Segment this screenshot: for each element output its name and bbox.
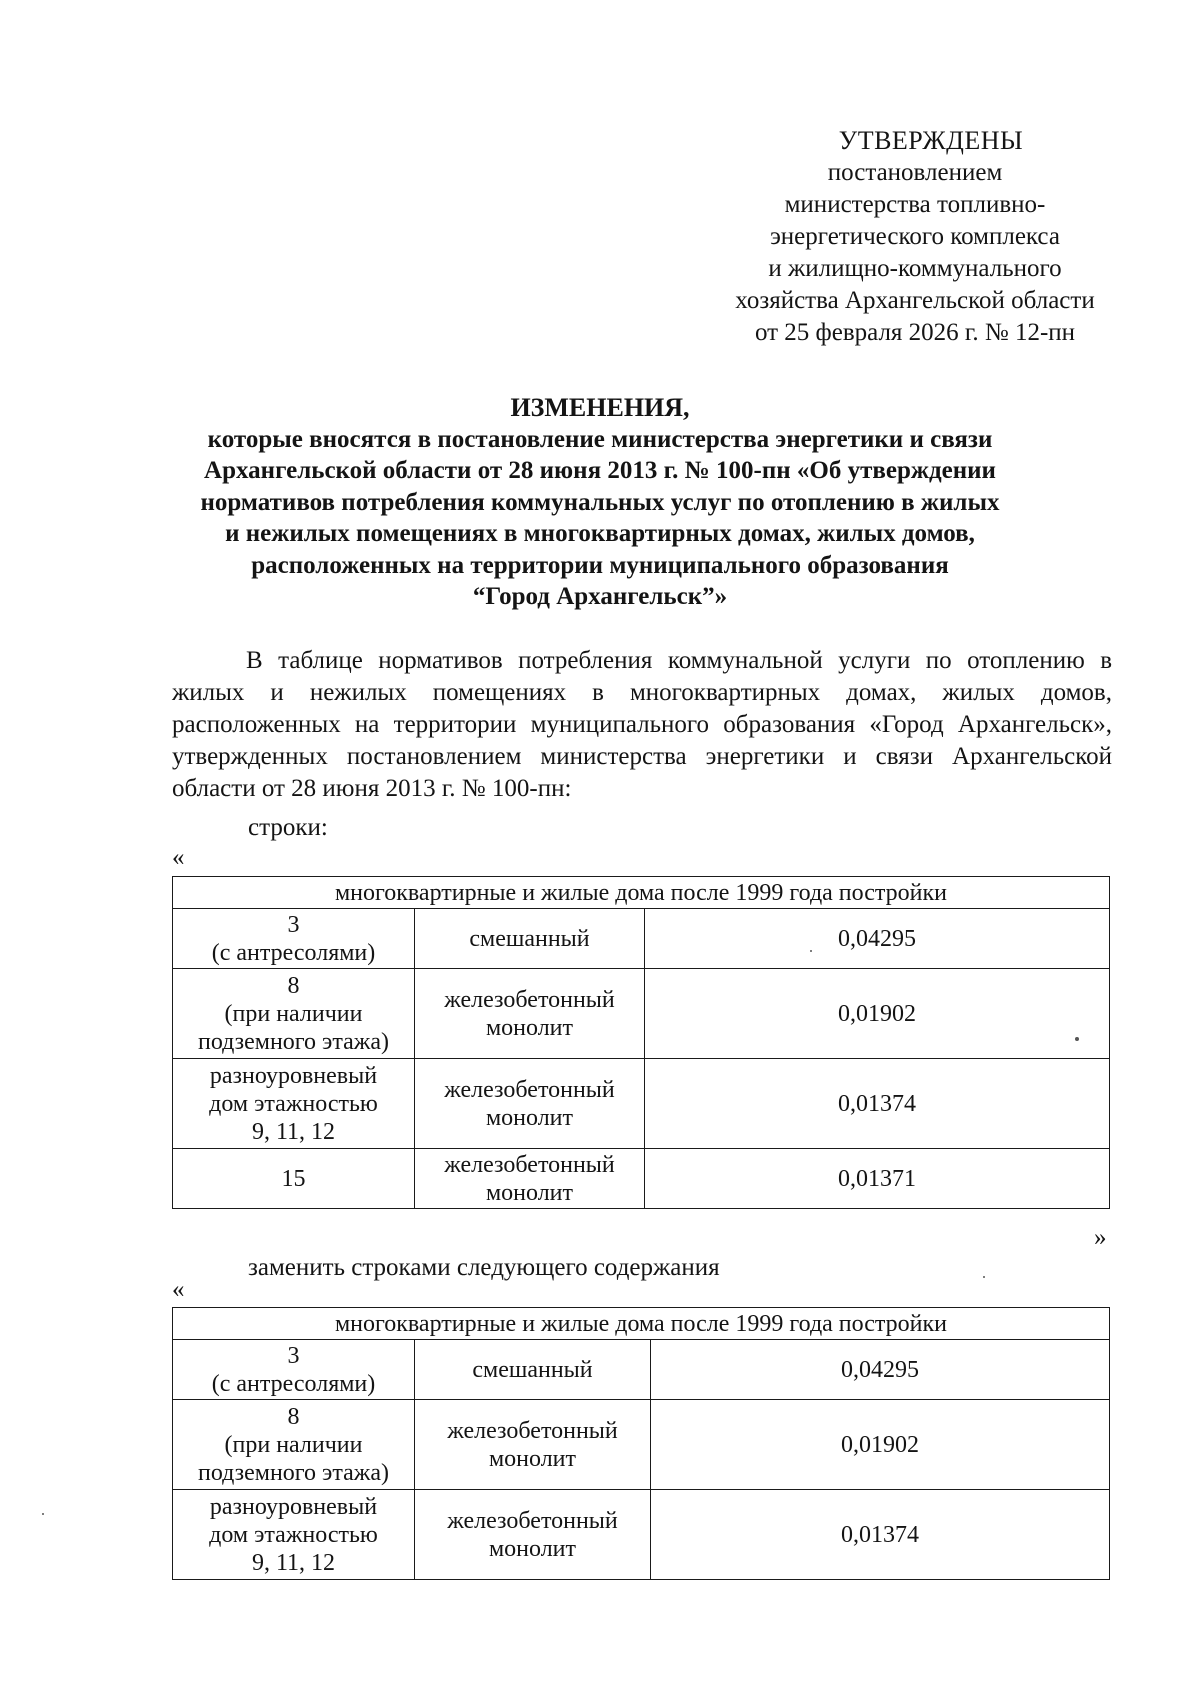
floors-cell: [173, 1059, 415, 1149]
replace-label: заменить строками следующего содержания: [248, 1254, 720, 1281]
value-cell: [651, 1400, 1110, 1490]
open-quote: «: [172, 1276, 185, 1303]
approval-block: [700, 125, 1130, 349]
floors-cell: [173, 1149, 415, 1209]
table-header: многоквартирные и жилые дома после 1999 года постройки: [173, 1308, 1110, 1340]
material-line: монолит: [488, 1445, 577, 1472]
value-cell: [651, 1490, 1110, 1580]
table-row: [173, 1059, 1110, 1149]
value-line: 0,01902: [838, 1000, 916, 1027]
material-line: смешанный: [472, 1356, 593, 1383]
floors-cell: [173, 969, 415, 1059]
value-cell: [645, 969, 1110, 1059]
body-paragraph: [172, 645, 1112, 805]
value-cell: [651, 1340, 1110, 1400]
approval-line: от 25 февраля 2026 г. № 12-пн: [754, 319, 1076, 346]
material-cell: [415, 909, 645, 969]
floors-line: 9, 11, 12: [251, 1549, 336, 1576]
floors-line: (при наличии: [224, 1431, 363, 1458]
material-line: монолит: [485, 1104, 574, 1131]
scan-speck: [1075, 1037, 1079, 1041]
floors-line: (при наличии: [224, 1000, 363, 1027]
rows-label: строки:: [248, 814, 328, 841]
floors-line: 9, 11, 12: [251, 1118, 336, 1145]
value-line: 0,01374: [838, 1090, 916, 1117]
floors-line: 15: [281, 1165, 306, 1192]
floors-line: дом этажностью: [209, 1521, 378, 1548]
value-line: 0,04295: [838, 925, 916, 952]
value-line: 0,01374: [841, 1521, 919, 1548]
material-cell: [415, 1149, 645, 1209]
material-cell: [415, 1400, 651, 1490]
table-row: [173, 1400, 1110, 1490]
title-line: нормативов потребления коммунальных услуг по отоплению в жилых: [200, 488, 1000, 516]
material-line: монолит: [485, 1014, 574, 1041]
floors-line: дом этажностью: [209, 1090, 378, 1117]
close-quote: »: [1094, 1224, 1107, 1251]
material-cell: [415, 969, 645, 1059]
floors-cell: [173, 1340, 415, 1400]
open-quote: «: [172, 844, 185, 871]
title-heading: ИЗМЕНЕНИЯ,: [510, 393, 690, 422]
floors-line: разноуровневый: [209, 1493, 378, 1520]
approval-heading: УТВЕРЖДЕНЫ: [838, 126, 1024, 155]
material-line: монолит: [485, 1179, 574, 1206]
floors-line: (с антресолями): [211, 1370, 376, 1397]
paragraph-text: В таблице нормативов потребления коммунальной услуги по отоплению в жилых и нежилых помещениях в многоквартирных домах, жилых домов, расположенных на территории муниципального образования «Город Архангельск», утвержденных постановлением министерства энергетики и связи Архангельской области от 28 июня 2013 г. № 100-пн:: [172, 647, 1112, 802]
new-rows-table: [172, 1307, 1110, 1580]
material-cell: [415, 1340, 651, 1400]
approval-line: хозяйства Архангельской области: [735, 287, 1095, 314]
floors-line: 8: [287, 1403, 300, 1430]
material-line: железобетонный: [444, 1076, 615, 1103]
title-line: расположенных на территории муниципального образования: [251, 551, 949, 579]
material-line: железобетонный: [447, 1507, 618, 1534]
floors-line: 3: [287, 911, 300, 938]
value-line: 0,01371: [838, 1165, 916, 1192]
floors-line: подземного этажа): [197, 1028, 390, 1055]
title-line: “Город Архангельск”»: [472, 583, 728, 610]
floors-line: 3: [287, 1342, 300, 1369]
approval-line: и жилищно-коммунального: [768, 255, 1062, 282]
floors-line: 8: [287, 972, 300, 999]
approval-line: постановлением: [827, 159, 1003, 186]
table-row: [173, 1149, 1110, 1209]
scan-speck: [810, 950, 812, 952]
value-line: 0,01902: [841, 1431, 919, 1458]
document-title: [150, 392, 1050, 613]
material-line: железобетонный: [447, 1417, 618, 1444]
material-line: монолит: [488, 1535, 577, 1562]
material-line: смешанный: [469, 925, 590, 952]
approval-line: энергетического комплекса: [770, 223, 1060, 250]
scan-speck: [42, 1513, 44, 1515]
table-row: [173, 1490, 1110, 1580]
floors-cell: [173, 909, 415, 969]
approval-line: министерства топливно-: [784, 191, 1046, 218]
value-cell: [645, 1149, 1110, 1209]
table-header: многоквартирные и жилые дома после 1999 года постройки: [173, 877, 1110, 909]
value-cell: [645, 1059, 1110, 1149]
old-rows-table: [172, 876, 1110, 1209]
floors-line: подземного этажа): [197, 1459, 390, 1486]
scan-speck: [983, 1276, 985, 1278]
value-line: 0,04295: [841, 1356, 919, 1383]
material-line: железобетонный: [444, 1151, 615, 1178]
material-cell: [415, 1059, 645, 1149]
floors-cell: [173, 1400, 415, 1490]
table-header-row: [173, 877, 1110, 909]
floors-cell: [173, 1490, 415, 1580]
title-line: и нежилых помещениях в многоквартирных домах, жилых домов,: [225, 520, 975, 547]
title-line: которые вносятся в постановление министерства энергетики и связи: [207, 425, 993, 453]
material-line: железобетонный: [444, 986, 615, 1013]
material-cell: [415, 1490, 651, 1580]
floors-line: (с антресолями): [211, 939, 376, 966]
value-cell: [645, 909, 1110, 969]
table-row: [173, 909, 1110, 969]
floors-line: разноуровневый: [209, 1062, 378, 1089]
table-header-row: [173, 1308, 1110, 1340]
table-row: [173, 969, 1110, 1059]
table-row: [173, 1340, 1110, 1400]
title-line: Архангельской области от 28 июня 2013 г. № 100-пн «Об утверждении: [204, 457, 996, 484]
